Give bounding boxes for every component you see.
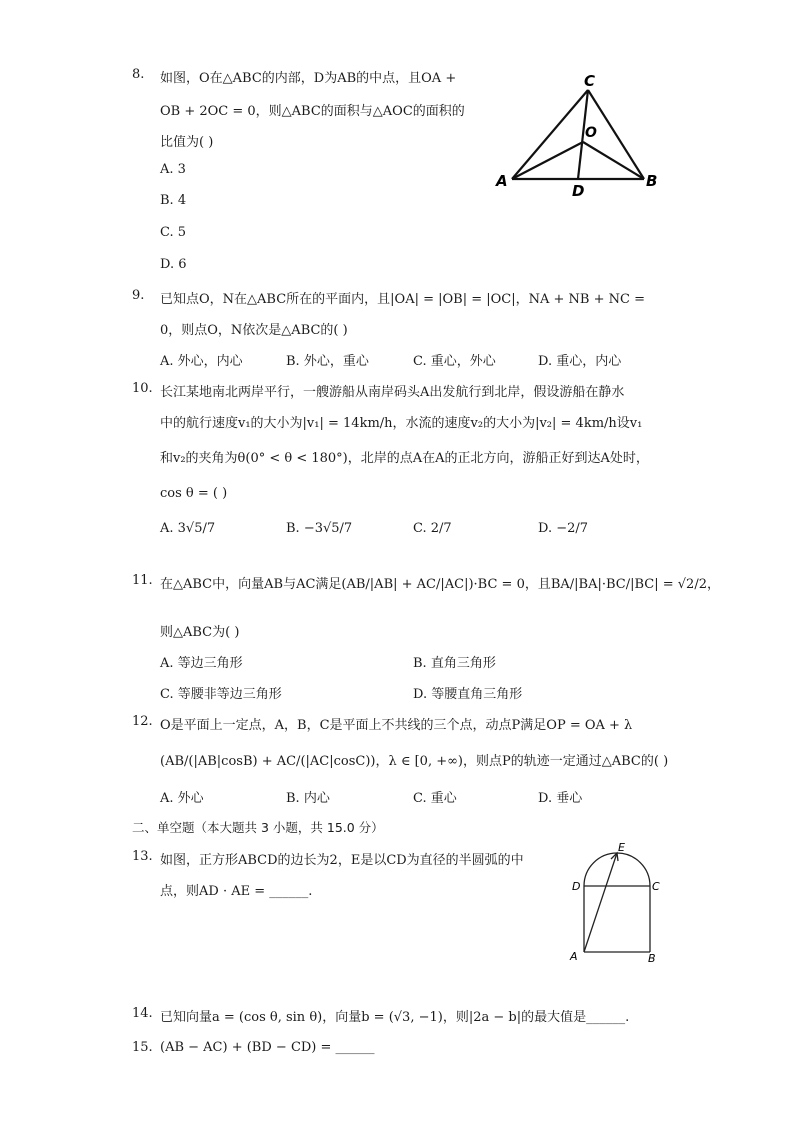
label-e: E <box>618 841 625 854</box>
option-b[interactable]: B. 外心，重心 <box>286 354 369 369</box>
question-number: 10. <box>132 381 153 396</box>
triangle-figure <box>492 68 668 200</box>
question-line: cos θ = ( ) <box>160 486 228 501</box>
question-number: 11. <box>132 573 153 588</box>
label-d: D <box>572 182 585 200</box>
option-b[interactable]: B. −3√5/7 <box>286 521 353 536</box>
question-line: 已知向量a = (cos θ, sin θ)，向量b = (√3, −1)，则|2a − b|的最大值是______. <box>160 1010 630 1025</box>
label-a: A <box>496 172 508 190</box>
question-line: 则△ABC为( ) <box>160 625 240 640</box>
question-line: 比值为( ) <box>160 135 214 150</box>
option-c[interactable]: C. 重心，外心 <box>413 354 496 369</box>
question-line: 中的航行速度v₁的大小为|v₁| = 14km/h，水流的速度v₂的大小为|v₂| = 4km/h设v₁ <box>160 416 643 431</box>
question-line: O是平面上一定点，A，B，C是平面上不共线的三个点，动点P满足OP = OA + λ <box>160 718 633 733</box>
option-d[interactable]: D. 垂心 <box>538 791 583 806</box>
question-line: 和v₂的夹角为θ(0° < θ < 180°)，北岸的点A在A的正北方向，游船正好到达A处时， <box>160 451 649 466</box>
option-b[interactable]: B. 4 <box>160 193 187 208</box>
option-c[interactable]: C. 5 <box>160 225 187 240</box>
label-a: A <box>570 950 578 963</box>
option-a[interactable]: A. 3 <box>160 162 186 177</box>
option-d[interactable]: D. −2/7 <box>538 521 589 536</box>
question-line: 在△ABC中，向量AB与AC满足(AB/|AB| + AC/|AC|)·BC = 0，且BA/|BA|·BC/|BC| = √2/2， <box>160 577 720 592</box>
question-line: 0，则点O，N依次是△ABC的( ) <box>160 323 348 338</box>
option-b[interactable]: B. 内心 <box>286 791 330 806</box>
question-line: 如图，O在△ABC的内部，D为AB的中点，且OA + <box>160 71 457 86</box>
question-number: 8. <box>132 67 145 82</box>
section-heading: 二、单空题（本大题共 3 小题，共 15.0 分） <box>132 820 384 835</box>
question-number: 9. <box>132 288 145 303</box>
question-line: 长江某地南北两岸平行，一艘游船从南岸码头A出发航行到北岸，假设游船在静水 <box>160 385 625 400</box>
option-d[interactable]: D. 6 <box>160 257 187 272</box>
question-number: 12. <box>132 714 153 729</box>
option-d[interactable]: D. 重心，内心 <box>538 354 622 369</box>
question-number: 13. <box>132 849 153 864</box>
option-a[interactable]: A. 等边三角形 <box>160 656 243 671</box>
option-c[interactable]: C. 等腰非等边三角形 <box>160 687 282 702</box>
question-line: 已知点O，N在△ABC所在的平面内，且|OA| = |OB| = |OC|，NA + NB + NC = <box>160 292 645 307</box>
question-line: (AB/(|AB|cosB) + AC/(|AC|cosC))，λ ∈ [0, +∞)，则点P的轨迹一定通过△ABC的( ) <box>160 754 669 769</box>
question-line: 点，则AD · AE = ______. <box>160 884 313 899</box>
question-number: 14. <box>132 1006 153 1021</box>
question-line: (AB − AC) + (BD − CD) = ______ <box>160 1040 375 1055</box>
label-c: C <box>584 72 596 90</box>
option-c[interactable]: C. 2/7 <box>413 521 452 536</box>
option-b[interactable]: B. 直角三角形 <box>413 656 496 671</box>
square-semicircle-figure <box>566 840 676 966</box>
label-b: B <box>648 952 656 965</box>
question-line: OB + 2OC = 0，则△ABC的面积与△AOC的面积的 <box>160 104 465 119</box>
label-d: D <box>572 880 581 893</box>
option-a[interactable]: A. 外心，内心 <box>160 354 243 369</box>
option-c[interactable]: C. 重心 <box>413 791 457 806</box>
label-c: C <box>652 880 660 893</box>
question-line: 如图，正方形ABCD的边长为2，E是以CD为直径的半圆弧的中 <box>160 853 524 868</box>
segment-ao <box>512 142 583 179</box>
segment-bo <box>583 142 644 179</box>
edge-ca <box>512 90 588 179</box>
option-a[interactable]: A. 3√5/7 <box>160 521 216 536</box>
option-a[interactable]: A. 外心 <box>160 791 204 806</box>
question-number: 15. <box>132 1040 153 1055</box>
label-o: O <box>585 125 597 141</box>
option-d[interactable]: D. 等腰直角三角形 <box>413 687 523 702</box>
label-b: B <box>646 172 658 190</box>
